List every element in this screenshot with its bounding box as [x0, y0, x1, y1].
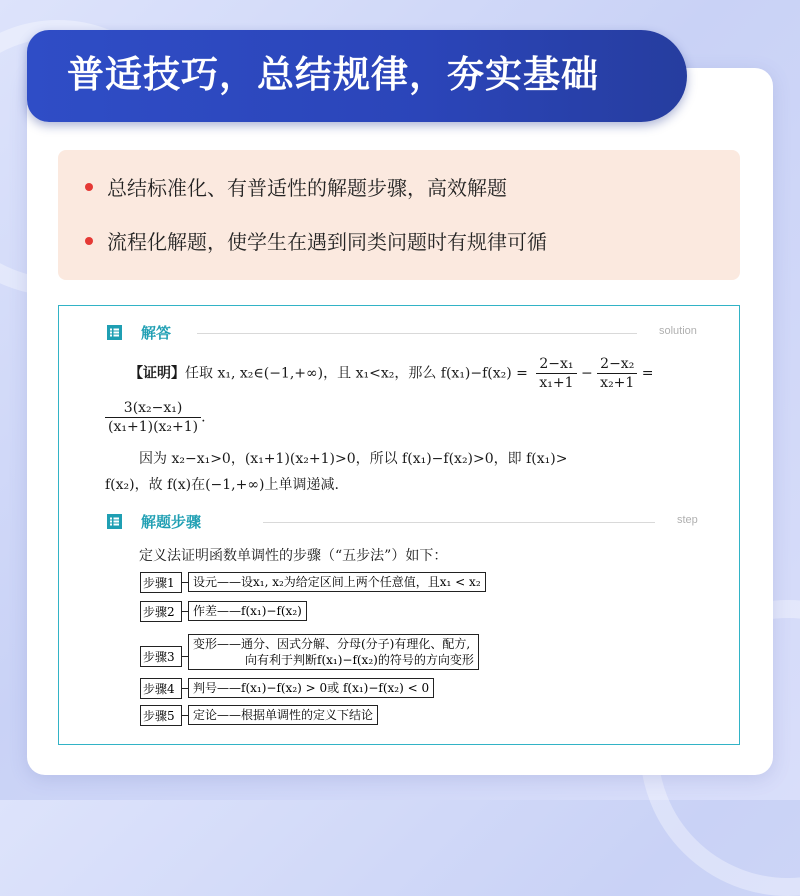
proof-line-4: f(x₂)，故 f(x)在(−1,+∞)上单调递减.: [105, 477, 339, 493]
fraction: [597, 356, 637, 391]
proof-line-1: [129, 356, 654, 391]
list-icon: [107, 514, 122, 529]
steps-intro: 定义法证明函数单调性的步骤（“五步法”）如下：: [139, 548, 448, 564]
step-label: 步骤1: [140, 572, 182, 593]
section-subtitle: solution: [659, 325, 697, 337]
section-header-steps: [107, 513, 707, 533]
step-text: 向有利于判断f(x₁)−f(x₂)的符号的方向变形: [245, 653, 474, 667]
highlight-item: [85, 226, 547, 255]
fraction-numerator: 2−x₁: [536, 356, 576, 374]
fraction-numerator: 3(x₂−x₁): [105, 400, 201, 418]
step-label: 步骤4: [140, 678, 182, 699]
step-box: 作差——f(x₁)−f(x₂): [188, 601, 307, 621]
proof-text: 任取 x₁, x₂∈(−1,+∞)，且 x₁<x₂，那么 f(x₁)−f(x₂) =: [185, 365, 528, 382]
divider: [197, 333, 637, 334]
bullet-icon: [85, 237, 93, 245]
section-subtitle: step: [677, 514, 698, 526]
step-label: 步骤3: [140, 646, 182, 667]
section-title: 解题步骤: [141, 513, 202, 531]
highlight-text: 总结标准化、有普适性的解题步骤，高效解题: [107, 176, 507, 200]
step-box: [188, 634, 479, 670]
bullet-icon: [85, 183, 93, 191]
minus-sign: −: [580, 365, 593, 382]
fraction-numerator: 2−x₂: [597, 356, 637, 374]
proof-line-2: $\frac{\text{3(x₂−x₁)}}{\text{(x₁+1)(x₂+1)}}$ .: [105, 400, 206, 435]
list-icon: [107, 325, 122, 340]
proof-line-3: 因为 x₂−x₁>0，(x₁+1)(x₂+1)>0，所以 f(x₁)−f(x₂)>0，即 f(x₁)>: [139, 451, 568, 467]
page-title: 普适技巧，总结规律，夯实基础: [67, 53, 599, 96]
highlight-item: [85, 172, 507, 201]
equals-sign: =: [641, 365, 654, 382]
title-banner: [27, 30, 687, 122]
step-label: 步骤2: [140, 601, 182, 622]
divider: [263, 522, 655, 523]
step-box: 判号——f(x₁)−f(x₂) > 0或 f(x₁)−f(x₂) < 0: [188, 678, 434, 698]
fraction-denominator: x₁+1: [539, 375, 574, 391]
book-page-sample: [58, 305, 740, 745]
fraction: [105, 400, 201, 435]
section-title: 解答: [141, 324, 172, 342]
proof-label: 【证明】: [129, 365, 185, 382]
fraction-denominator: (x₁+1)(x₂+1): [108, 419, 199, 435]
step-label: 步骤5: [140, 705, 182, 726]
section-header-solution: [107, 324, 707, 344]
step-text: 变形——通分、因式分解、分母(分子)有理化、配方,: [193, 637, 471, 651]
fraction-denominator: x₂+1: [600, 375, 635, 391]
highlight-text: 流程化解题，使学生在遇到同类问题时有规律可循: [107, 230, 547, 254]
step-box: 定论——根据单调性的定义下结论: [188, 705, 378, 725]
highlights-panel: [58, 150, 740, 280]
step-box: 设元——设x₁, x₂为给定区间上两个任意值，且x₁ < x₂: [188, 572, 486, 592]
fraction: [536, 356, 576, 391]
